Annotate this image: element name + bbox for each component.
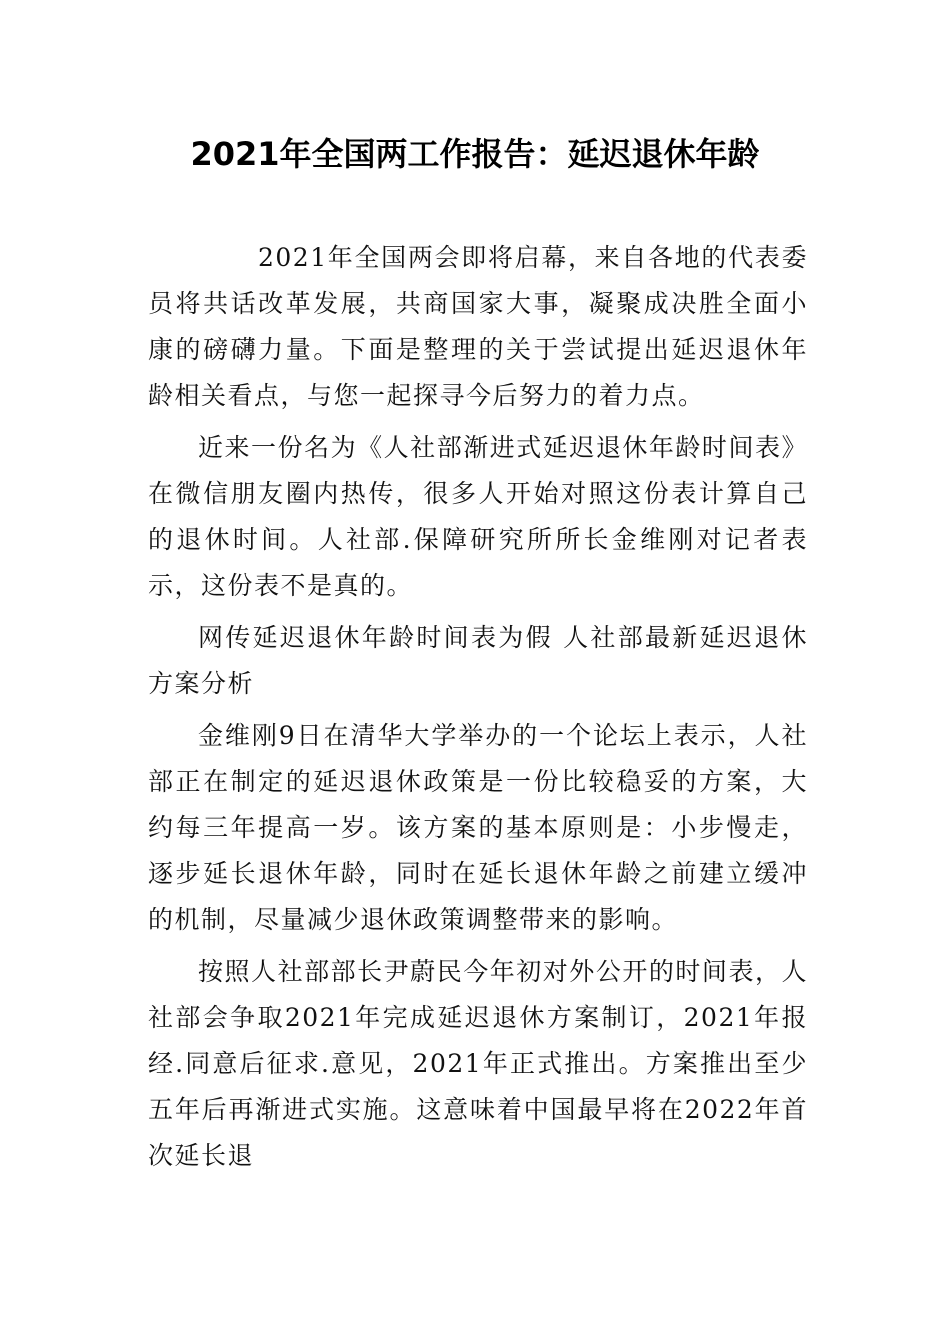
document-body — [148, 235, 808, 1185]
paragraph-rumor: 近来一份名为《人社部渐进式延迟退休年龄时间表》在微信朋友圈内热传，很多人开始对照这份表计算自己的退休时间。人社部.保障研究所所长金维刚对记者表示，这份表不是真的。 — [148, 433, 808, 600]
paragraph-subheading: 网传延迟退休年龄时间表为假 人社部最新延迟退休方案分析 — [148, 623, 808, 698]
paragraph-timeline: 按照人社部部长尹蔚民今年初对外公开的时间表，人社部会争取2021年完成延迟退休方案制订，2021年报经.同意后征求.意见，2021年正式推出。方案推出至少五年后再渐进式实施。这意味着中国最早将在2022年首次延长退 — [148, 957, 808, 1170]
paragraph-intro: 2021年全国两会即将启幕，来自各地的代表委员将共话改革发展，共商国家大事，凝聚成决胜全面小康的磅礴力量。下面是整理的关于尝试提出延迟退休年龄相关看点，与您一起探寻今后努力的着力点。 — [148, 243, 808, 410]
document-title: 2021年全国两工作报告：延迟退休年龄 — [190, 135, 760, 173]
paragraph-plan: 金维刚9日在清华大学举办的一个论坛上表示，人社部正在制定的延迟退休政策是一份比较稳妥的方案，大约每三年提高一岁。该方案的基本原则是：小步慢走，逐步延长退休年龄，同时在延长退休年龄之前建立缓冲的机制，尽量减少退休政策调整带来的影响。 — [148, 721, 808, 934]
